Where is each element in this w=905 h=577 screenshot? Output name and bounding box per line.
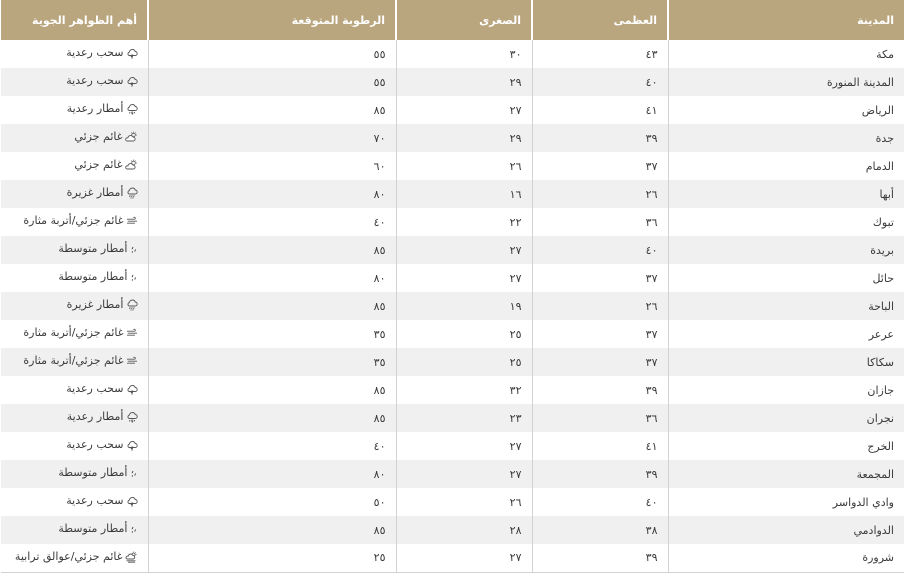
phenomena-label: سحب رعدية (66, 382, 124, 396)
table-row (1, 124, 904, 152)
phenomena-cell (1, 124, 148, 152)
max-temp-cell: ٣٦ (532, 208, 668, 236)
moderate-rain-icon (130, 523, 138, 535)
city-cell: شرورة (668, 544, 904, 572)
city-cell: تبوك (668, 208, 904, 236)
city-cell: الرياض (668, 96, 904, 124)
moderate-rain-icon (130, 467, 138, 479)
city-cell: جدة (668, 124, 904, 152)
max-temp-cell: ٤١ (532, 432, 668, 460)
humidity-cell: ٨٥ (148, 516, 396, 544)
humidity-cell: ٣٥ (148, 348, 396, 376)
dust-icon (126, 215, 138, 227)
min-temp-cell: ٢٧ (396, 236, 532, 264)
table-row (1, 544, 904, 572)
max-temp-cell: ٣٩ (532, 376, 668, 404)
min-temp-cell: ٢٩ (396, 124, 532, 152)
phenomena-content (67, 410, 138, 423)
humidity-cell: ٥٥ (148, 40, 396, 68)
phenomena-label: أمطار رعدية (66, 410, 124, 424)
humidity-cell: ٨٥ (148, 96, 396, 124)
humidity-cell: ٦٠ (148, 152, 396, 180)
thunder-cloud-icon (126, 47, 138, 59)
city-cell: بريدة (668, 236, 904, 264)
phenomena-label: سحب رعدية (66, 46, 124, 60)
phenomena-content (15, 550, 138, 563)
min-temp-cell: ٢٥ (396, 348, 532, 376)
phenomena-label: أمطار متوسطة (58, 522, 128, 536)
max-temp-cell: ٤١ (532, 96, 668, 124)
city-cell: الباحة (668, 292, 904, 320)
max-temp-cell: ٣٨ (532, 516, 668, 544)
min-temp-cell: ٢٧ (396, 96, 532, 124)
min-temp-cell: ٢٧ (396, 544, 532, 572)
phenomena-label: سحب رعدية (66, 438, 124, 452)
phenomena-content (23, 214, 137, 227)
phenomena-cell (1, 292, 148, 320)
dust-icon (126, 327, 138, 339)
humidity-cell: ٥٠ (148, 488, 396, 516)
min-temp-cell: ٢٩ (396, 68, 532, 96)
humidity-cell: ٥٥ (148, 68, 396, 96)
city-cell: الخرج (668, 432, 904, 460)
partly-cloudy-dust-icon (125, 551, 138, 563)
table-row (1, 40, 904, 68)
max-temp-cell: ٣٧ (532, 264, 668, 292)
humidity-cell: ٨٥ (148, 376, 396, 404)
phenomena-content (58, 242, 137, 255)
city-cell: عرعر (668, 320, 904, 348)
table-row (1, 432, 904, 460)
humidity-cell: ٨٠ (148, 264, 396, 292)
phenomena-content (74, 158, 137, 171)
phenomena-label: أمطار متوسطة (58, 270, 128, 284)
city-cell: الدمام (668, 152, 904, 180)
max-temp-cell: ٣٧ (532, 152, 668, 180)
phenomena-label: غائم جزئي/عوالق ترابية (14, 550, 123, 563)
moderate-rain-icon (130, 271, 138, 283)
max-temp-cell: ٤٠ (532, 488, 668, 516)
phenomena-label: سحب رعدية (66, 494, 124, 508)
max-temp-cell: ٣٩ (532, 124, 668, 152)
humidity-cell: ٤٠ (148, 432, 396, 460)
dust-icon (126, 355, 138, 367)
phenomena-label: غائم جزئي/أتربة مثارة (23, 214, 124, 228)
weather-forecast-table (1, 0, 904, 573)
table-row (1, 96, 904, 124)
phenomena-content (23, 326, 137, 339)
city-cell: نجران (668, 404, 904, 432)
min-temp-cell: ٢٦ (396, 152, 532, 180)
table-row (1, 348, 904, 376)
phenomena-label: غائم جزئي/أتربة مثارة (23, 326, 124, 340)
city-cell: سكاكا (668, 348, 904, 376)
humidity-cell: ٣٥ (148, 320, 396, 348)
table-header-row (1, 0, 904, 40)
header-max-temp: العظمى (532, 0, 668, 40)
phenomena-cell (1, 320, 148, 348)
thunder-cloud-icon (126, 495, 138, 507)
phenomena-label: أمطار متوسطة (58, 466, 128, 480)
min-temp-cell: ١٦ (396, 180, 532, 208)
table-row (1, 292, 904, 320)
phenomena-content (66, 46, 137, 59)
phenomena-cell (1, 68, 148, 96)
table-row (1, 264, 904, 292)
max-temp-cell: ٢٦ (532, 292, 668, 320)
phenomena-cell (1, 264, 148, 292)
table-row (1, 320, 904, 348)
phenomena-label: غائم جزئي (74, 158, 123, 172)
phenomena-content (58, 270, 137, 283)
thunder-rain-icon (126, 103, 138, 115)
min-temp-cell: ٢٦ (396, 488, 532, 516)
header-humidity: الرطوبة المتوقعة (148, 0, 396, 40)
max-temp-cell: ٤٠ (532, 236, 668, 264)
phenomena-content (66, 494, 137, 507)
heavy-rain-icon (126, 187, 138, 199)
header-phenomena: أهم الظواهر الجوية (1, 0, 148, 40)
city-cell: حائل (668, 264, 904, 292)
phenomena-content (66, 74, 137, 87)
table-row (1, 404, 904, 432)
max-temp-cell: ٣٩ (532, 460, 668, 488)
humidity-cell: ٨٥ (148, 404, 396, 432)
min-temp-cell: ٢٨ (396, 516, 532, 544)
phenomena-content (58, 522, 137, 535)
table-row (1, 488, 904, 516)
phenomena-content (66, 438, 137, 451)
phenomena-label: سحب رعدية (66, 74, 124, 88)
max-temp-cell: ٣٧ (532, 320, 668, 348)
max-temp-cell: ٤٠ (532, 68, 668, 96)
phenomena-label: غائم جزئي (74, 130, 123, 144)
phenomena-content (67, 298, 138, 311)
phenomena-label: أمطار متوسطة (58, 242, 128, 256)
city-cell: مكة (668, 40, 904, 68)
humidity-cell: ٨٥ (148, 292, 396, 320)
phenomena-cell (1, 432, 148, 460)
city-cell: المدينة المنورة (668, 68, 904, 96)
phenomena-cell (1, 180, 148, 208)
phenomena-label: أمطار غزيرة (66, 298, 124, 312)
phenomena-cell (1, 376, 148, 404)
min-temp-cell: ٢٧ (396, 432, 532, 460)
table-row (1, 180, 904, 208)
max-temp-cell: ٣٩ (532, 544, 668, 572)
max-temp-cell: ٣٧ (532, 348, 668, 376)
phenomena-content (66, 382, 137, 395)
header-city: المدينة (668, 0, 904, 40)
phenomena-cell (1, 488, 148, 516)
min-temp-cell: ٢٧ (396, 460, 532, 488)
humidity-cell: ٢٥ (148, 544, 396, 572)
phenomena-cell (1, 236, 148, 264)
table-row (1, 68, 904, 96)
table-row (1, 460, 904, 488)
moderate-rain-icon (130, 243, 138, 255)
phenomena-cell (1, 544, 148, 572)
thunder-cloud-icon (126, 75, 138, 87)
table-row (1, 208, 904, 236)
city-cell: أبها (668, 180, 904, 208)
humidity-cell: ٤٠ (148, 208, 396, 236)
phenomena-cell (1, 40, 148, 68)
phenomena-cell (1, 516, 148, 544)
phenomena-content (67, 186, 138, 199)
min-temp-cell: ٢٢ (396, 208, 532, 236)
humidity-cell: ٨٠ (148, 180, 396, 208)
min-temp-cell: ٣٠ (396, 40, 532, 68)
min-temp-cell: ٣٢ (396, 376, 532, 404)
min-temp-cell: ١٩ (396, 292, 532, 320)
partly-cloudy-icon (125, 131, 138, 143)
max-temp-cell: ٣٦ (532, 404, 668, 432)
table-row (1, 152, 904, 180)
phenomena-cell (1, 96, 148, 124)
table-row (1, 236, 904, 264)
min-temp-cell: ٢٧ (396, 264, 532, 292)
max-temp-cell: ٢٦ (532, 180, 668, 208)
min-temp-cell: ٢٣ (396, 404, 532, 432)
city-cell: جازان (668, 376, 904, 404)
table-row (1, 516, 904, 544)
humidity-cell: ٧٠ (148, 124, 396, 152)
heavy-rain-icon (126, 299, 138, 311)
city-cell: المجمعة (668, 460, 904, 488)
phenomena-content (23, 354, 137, 367)
phenomena-content (58, 466, 137, 479)
phenomena-label: غائم جزئي/أتربة مثارة (23, 354, 124, 368)
max-temp-cell: ٤٣ (532, 40, 668, 68)
thunder-rain-icon (126, 411, 138, 423)
min-temp-cell: ٢٥ (396, 320, 532, 348)
phenomena-label: أمطار رعدية (66, 102, 124, 116)
phenomena-cell (1, 152, 148, 180)
phenomena-cell (1, 460, 148, 488)
table-row (1, 376, 904, 404)
humidity-cell: ٨٥ (148, 236, 396, 264)
thunder-cloud-icon (126, 439, 138, 451)
city-cell: الدوادمي (668, 516, 904, 544)
header-min-temp: الصغرى (396, 0, 532, 40)
city-cell: وادي الدواسر (668, 488, 904, 516)
phenomena-cell (1, 348, 148, 376)
phenomena-cell (1, 404, 148, 432)
phenomena-cell (1, 208, 148, 236)
phenomena-label: أمطار غزيرة (66, 186, 124, 200)
phenomena-content (74, 130, 137, 143)
partly-cloudy-icon (125, 159, 138, 171)
humidity-cell: ٨٠ (148, 460, 396, 488)
phenomena-content (67, 102, 138, 115)
thunder-cloud-icon (126, 383, 138, 395)
